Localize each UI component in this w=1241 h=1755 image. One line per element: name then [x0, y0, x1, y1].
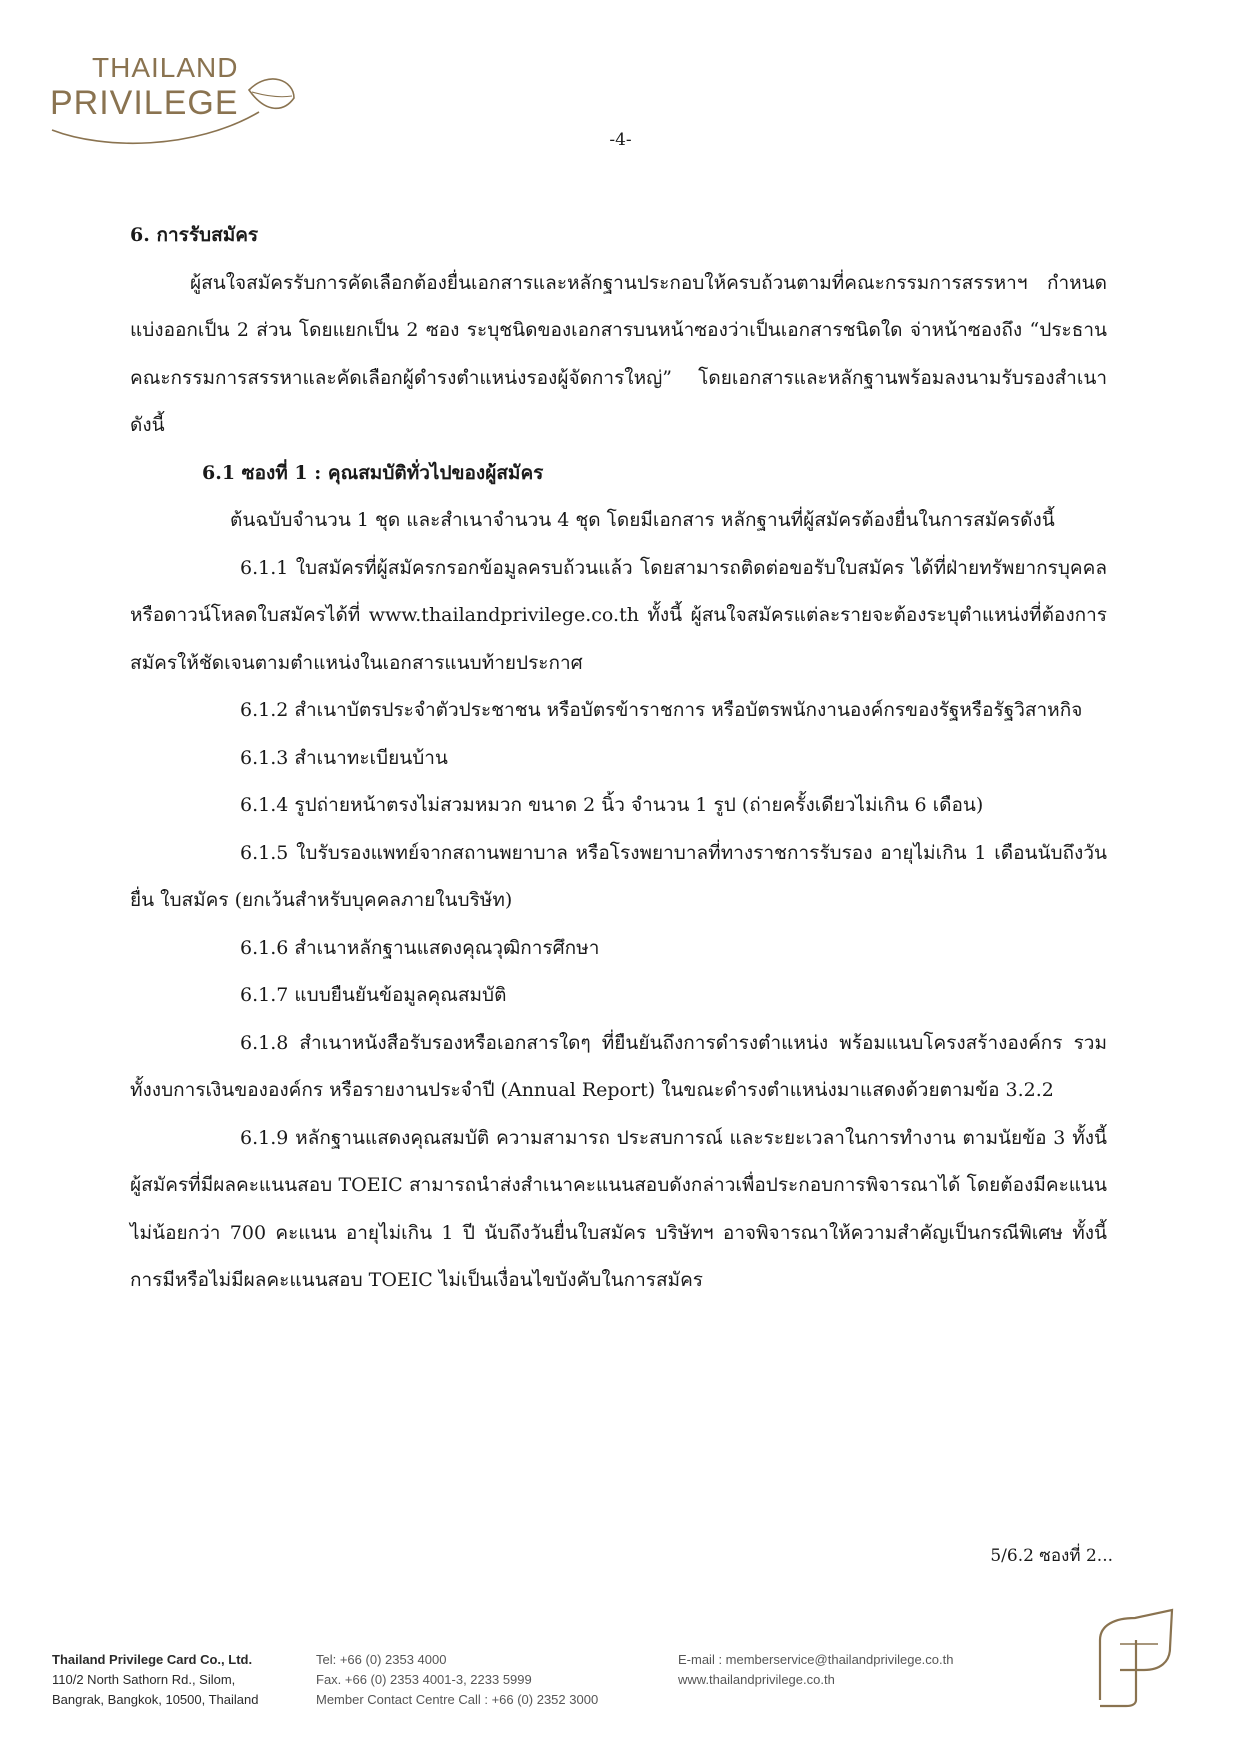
subsection-intro: ต้นฉบับจำนวน 1 ชุด และสำเนาจำนวน 4 ชุด โดยมีเอกสาร หลักฐานที่ผู้สมัครต้องยื่นในการสมัครดังนี้	[230, 509, 1055, 531]
intro-paragraph: ผู้สนใจสมัครรับการคัดเลือกต้องยื่นเอกสารและหลักฐานประกอบให้ครบถ้วนตามที่คณะกรรมการสรรหาฯ กำหนด แบ่งออกเป็น 2 ส่วน โดยแยกเป็น 2 ซอง ระบุชนิดของเอกสารบนหน้าซองว่าเป็นเอกสารชนิดใด จ่าหน้าซองถึง “ประธานคณะกรรมการสรรหาและคัดเลือกผู้ดำรงตำแหน่งรองผู้จัดการใหญ่” โดยเอกสารและหลักฐานพร้อมลงนามรับรองสำเนาดังนี้	[130, 271, 1107, 436]
footer-address-line1: 110/2 North Sathorn Rd., Silom,	[52, 1672, 236, 1687]
footer-tel: Tel: +66 (0) 2353 4000	[316, 1652, 447, 1667]
list-item: 6.1.4 รูปถ่ายหน้าตรงไม่สวมหมวก ขนาด 2 นิ้ว จำนวน 1 รูป (ถ่ายครั้งเดียวไม่เกิน 6 เดือน)	[240, 794, 984, 816]
list-item: 6.1.9 หลักฐานแสดงคุณสมบัติ ความสามารถ ประสบการณ์ และระยะเวลาในการทำงาน ตามนัยข้อ 3 ทั้งนี้ ผู้สมัครที่มีผลคะแนนสอบ TOEIC สามารถนำส่งสำเนาคะแนนสอบดังกล่าวเพื่อประกอบการพิจารณาได้ โดยต้องมีคะแนนไม่น้อยกว่า 700 คะแนน อายุไม่เกิน 1 ปี นับถึงวันยื่นใบสมัคร บริษัทฯ อาจพิจารณาให้ความสำคัญเป็นกรณีพิเศษ ทั้งนี้ การมีหรือไม่มีผลคะแนนสอบ TOEIC ไม่เป็นเงื่อนไขบังคับในการสมัคร	[130, 1126, 1107, 1291]
footer-phones	[316, 1650, 598, 1710]
list-item: 6.1.3 สำเนาทะเบียนบ้าน	[240, 746, 448, 769]
logo-text-privilege: PRIVILEGE	[50, 84, 239, 122]
document-body	[130, 212, 1107, 1305]
footer-online	[678, 1650, 953, 1690]
logo-text-thailand: THAILAND	[92, 52, 239, 83]
footer-email: E-mail : memberservice@thailandprivilege.co.th	[678, 1652, 954, 1667]
leaf-emblem-icon	[1080, 1600, 1190, 1710]
page-number: -4-	[609, 130, 632, 150]
list-item: 6.1.1 ใบสมัครที่ผู้สมัครกรอกข้อมูลครบถ้วนแล้ว โดยสามารถติดต่อขอรับใบสมัคร ได้ที่ฝ่ายทรัพยากรบุคคล หรือดาวน์โหลดใบสมัครได้ที่ www.thailandprivilege.co.th ทั้งนี้ ผู้สนใจสมัครแต่ละรายจะต้องระบุตำแหน่งที่ต้องการสมัครให้ชัดเจนตามตำแหน่งในเอกสารแนบท้ายประกาศ	[130, 556, 1107, 674]
footer-address-line2: Bangrak, Bangkok, 10500, Thailand	[52, 1692, 259, 1707]
section-heading: 6. การรับสมัคร	[130, 224, 259, 246]
list-item: 6.1.8 สำเนาหนังสือรับรองหรือเอกสารใดๆ ที่ยืนยันถึงการดำรงตำแหน่ง พร้อมแนบโครงสร้างองค์กร รวมทั้งงบการเงินขององค์กร หรือรายงานประจำปี (Annual Report) ในขณะดำรงตำแหน่งมาแสดงด้วยตามข้อ 3.2.2	[130, 1031, 1107, 1101]
footer-contact-centre: Member Contact Centre Call : +66 (0) 2352 3000	[316, 1692, 599, 1707]
footer-fax: Fax. +66 (0) 2353 4001-3, 2233 5999	[316, 1672, 532, 1687]
footer-company-name: Thailand Privilege Card Co., Ltd.	[52, 1652, 253, 1667]
list-item: 6.1.2 สำเนาบัตรประจำตัวประชาชน หรือบัตรข้าราชการ หรือบัตรพนักงานองค์กรของรัฐหรือรัฐวิสาหกิจ	[240, 699, 1083, 721]
list-item: 6.1.5 ใบรับรองแพทย์จากสถานพยาบาล หรือโรงพยาบาลที่ทางราชการรับรอง อายุไม่เกิน 1 เดือนนับถึงวันยื่น ใบสมัคร (ยกเว้นสำหรับบุคคลภายในบริษัท)	[130, 841, 1107, 911]
continuation-note: 5/6.2 ซองที่ 2...	[990, 1546, 1113, 1566]
list-item: 6.1.6 สำเนาหลักฐานแสดงคุณวุฒิการศึกษา	[240, 936, 600, 959]
list-item: 6.1.7 แบบยืนยันข้อมูลคุณสมบัติ	[240, 984, 507, 1006]
footer-website: www.thailandprivilege.co.th	[678, 1672, 835, 1687]
footer-company	[52, 1650, 258, 1710]
subsection-heading: 6.1 ซองที่ 1 : คุณสมบัติทั่วไปของผู้สมัคร	[202, 461, 544, 484]
